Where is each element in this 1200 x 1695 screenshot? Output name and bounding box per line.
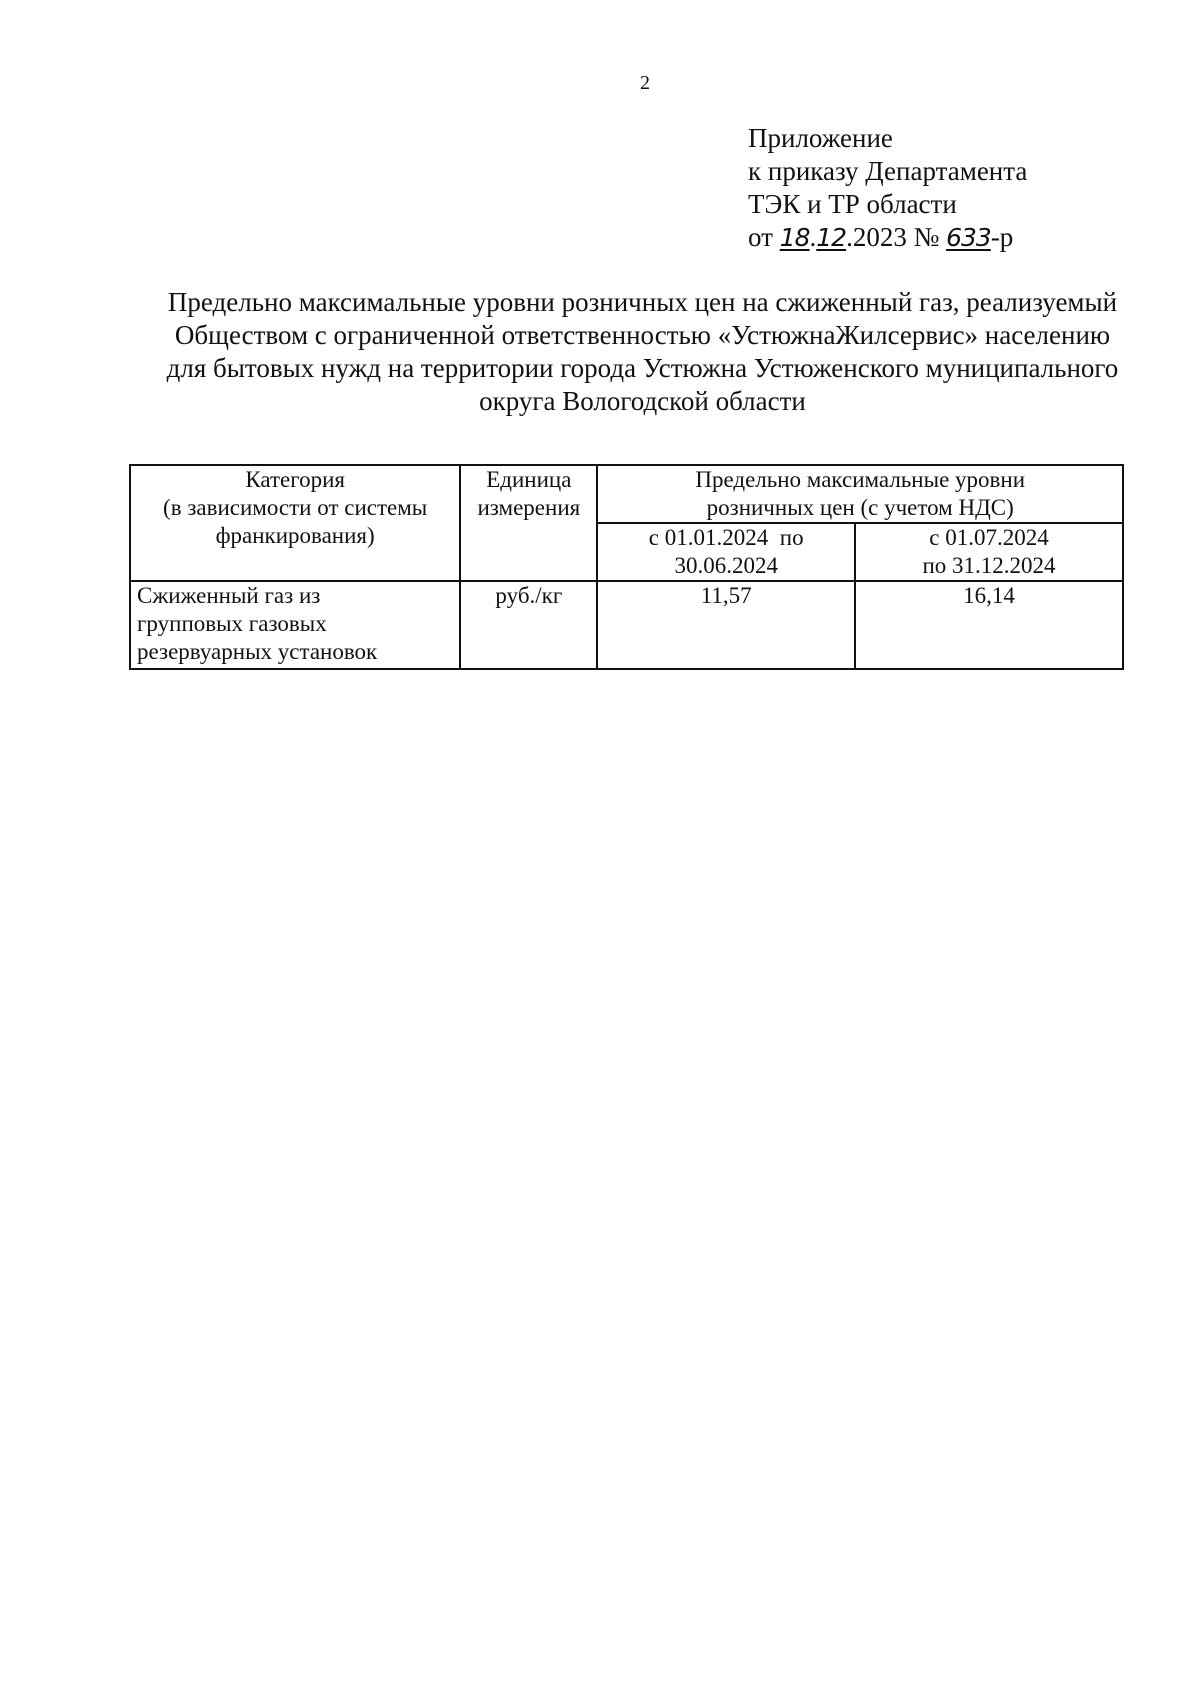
row-category-line-3: резервуарных установок bbox=[137, 639, 378, 664]
header-category bbox=[130, 465, 460, 581]
header-period-2-line-1: с 01.07.2024 bbox=[929, 525, 1049, 550]
row-category bbox=[130, 581, 460, 669]
date-day-handwritten: 18 bbox=[779, 223, 810, 252]
row-price-period-1: 11,57 bbox=[597, 581, 855, 669]
header-unit-line-1: Единица bbox=[486, 467, 572, 492]
header-prices-line-1: Предельно максимальные уровни bbox=[695, 467, 1026, 492]
order-number-handwritten: 633 bbox=[946, 223, 991, 252]
appendix-block bbox=[748, 122, 1027, 254]
appendix-line-3: ТЭК и ТР области bbox=[748, 189, 957, 219]
table-row bbox=[130, 581, 1123, 669]
order-number-suffix: -р bbox=[990, 222, 1014, 252]
header-period-1-line-2: 30.06.2024 bbox=[674, 553, 778, 578]
header-category-line-1: Категория bbox=[245, 467, 345, 492]
table-header-row-1 bbox=[130, 465, 1123, 523]
header-period-1-line-1: с 01.01.2024 по bbox=[648, 525, 804, 550]
header-period-2 bbox=[855, 523, 1123, 581]
document-title bbox=[120, 286, 1165, 418]
date-prefix: от bbox=[748, 222, 773, 252]
header-period-2-line-2: по 31.12.2024 bbox=[922, 553, 1056, 578]
number-prefix: № bbox=[913, 222, 940, 252]
row-price-period-2: 16,14 bbox=[855, 581, 1123, 669]
header-period-1 bbox=[597, 523, 855, 581]
appendix-line-1: Приложение bbox=[748, 123, 893, 153]
row-unit: руб./кг bbox=[460, 581, 597, 669]
title-line-3: для бытовых нужд на территории города Устюжна Устюженского муниципального bbox=[166, 353, 1119, 383]
header-prices bbox=[597, 465, 1123, 523]
header-unit bbox=[460, 465, 597, 581]
header-category-line-2: (в зависимости от системы bbox=[163, 495, 428, 520]
appendix-date-line bbox=[748, 221, 1027, 254]
page-number: 2 bbox=[640, 72, 650, 94]
date-month-handwritten: 12 bbox=[816, 223, 847, 252]
title-line-4: округа Вологодской области bbox=[479, 386, 806, 416]
date-year: .2023 bbox=[846, 222, 907, 252]
header-unit-line-2: измерения bbox=[477, 495, 581, 520]
appendix-line-2: к приказу Департамента bbox=[748, 156, 1028, 186]
row-category-line-1: Сжиженный газ из bbox=[137, 583, 321, 608]
date-separator: . bbox=[809, 222, 817, 252]
title-line-1: Предельно максимальные уровни розничных цен на сжиженный газ, реализуемый bbox=[167, 287, 1118, 317]
header-category-line-3: франкирования) bbox=[215, 523, 375, 548]
title-line-2: Обществом с ограниченной ответственностью «УстюжнаЖилсервис» населению bbox=[174, 320, 1111, 350]
header-prices-line-2: розничных цен (с учетом НДС) bbox=[706, 495, 1014, 520]
row-category-line-2: групповых газовых bbox=[137, 611, 327, 636]
price-table bbox=[129, 464, 1124, 670]
